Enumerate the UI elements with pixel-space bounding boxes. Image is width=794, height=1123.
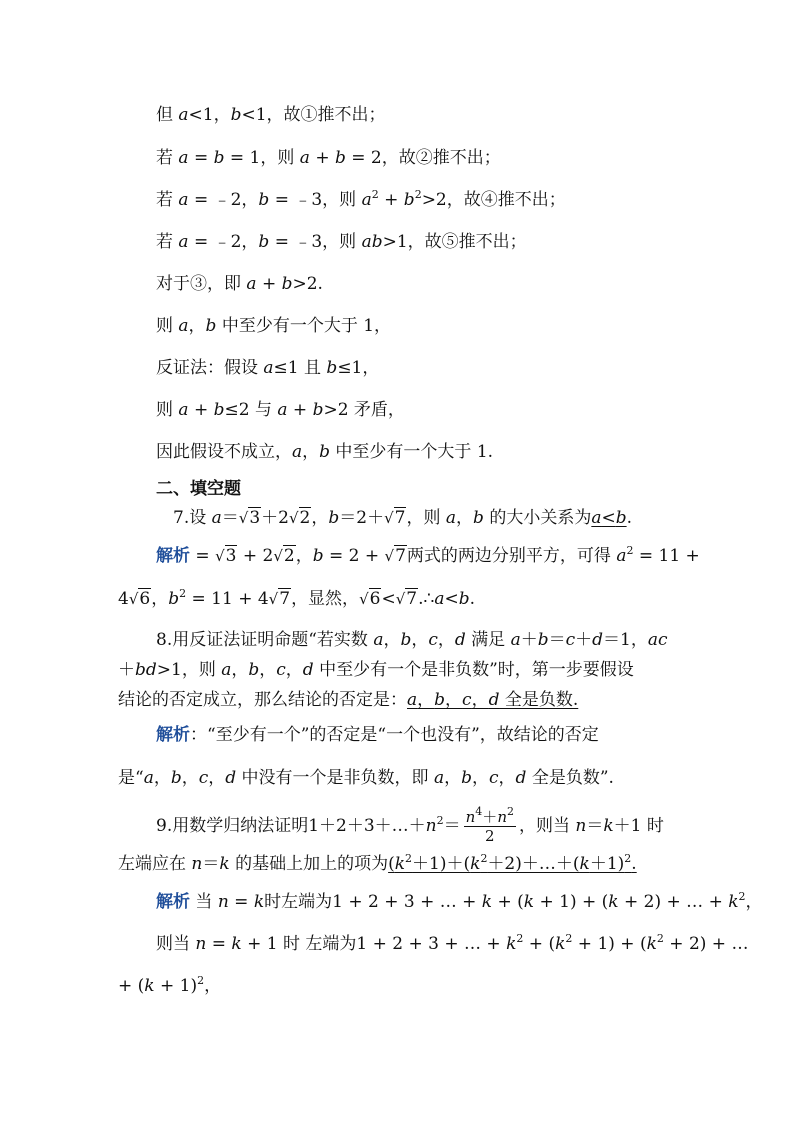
question-9-line-1: 9.用数学归纳法证明$1+2+3+\dots+n^2=$ $\frac{n^4+n^2}{2}$ ，则当 n＝k＋1 时	[156, 805, 664, 845]
text-line-4: 若 a = ﹣2，b = ﹣3，则 ab>1，故⑤推不出；	[156, 232, 527, 252]
q9-fraction: $\frac{n^4+n^2}{2}$	[465, 805, 514, 845]
text-line-2: 若 a = b = 1，则 a + b = 2，故②推不出；	[156, 148, 501, 168]
q8-analysis-line-1: 解析：“至少有一个”的否定是“一个也没有”，故结论的否定	[156, 725, 599, 745]
text-line-7: 反证法：假设 a≤1 且 b≤1，	[156, 358, 380, 378]
q8-analysis-line-2: 是“a，b，c，d 中没有一个是非负数，即 a，b，c，d 全是负数”.	[118, 768, 614, 788]
question-9-line-2: 左端应在 n＝k 的基础上加上的项为$(k^2+1)+(k^2+2)+\dots+(k+1)^2$.	[118, 852, 637, 874]
text-line-5: 对于③，即 a + b>2.	[156, 274, 323, 294]
question-8-line-2: ＋bd>1，则 a，b，c，d 中至少有一个是非负数”时，第一步要假设	[118, 660, 634, 680]
q9-analysis-label: 解析	[156, 892, 190, 912]
q8-analysis-label: 解析	[156, 725, 190, 745]
q7-analysis-line-1: 解析 = √3 + 2√2，b = 2 + √7两式的两边分别平方，可得 $a^2 = 11$ +	[156, 544, 700, 566]
q9-analysis-line-2: 则当 n = k + 1 时 左端为1 + 2 + 3 + … + $k^2 + (k^2 + 1) + (k^2 + 2)$ + …	[156, 932, 749, 954]
q9-analysis-line-3: + $(k + 1)^2$，	[118, 974, 222, 996]
q7-analysis-line-2: 4√6，$b^2 = 11 + 4√7$，显然，√6<√7.∴a<b.	[118, 587, 476, 609]
q8-answer: a，b，c，d 全是负数.	[407, 690, 579, 710]
q7-answer: a<b	[591, 508, 627, 528]
q7-analysis-label: 解析	[156, 546, 190, 566]
text-line-6: 则 a，b 中至少有一个大于 1，	[156, 316, 392, 336]
q9-analysis-line-1: 解析 当 n = k时左端为1 + 2 + 3 + … + k + (k + 1) + (k + 2) + … + $k^2$，	[156, 890, 763, 912]
question-8-line-3: 结论的否定成立，那么结论的否定是：a，b，c，d 全是负数.	[118, 690, 579, 710]
text-line-8: 则 a + b≤2 与 a + b>2 矛盾，	[156, 400, 405, 420]
text-line-1: 但 a<1，b<1，故①推不出；	[156, 105, 386, 125]
question-8-line-1: 8.用反证法证明命题“若实数 a，b，c，d 满足 a＋b＝c＋d＝1，ac	[156, 630, 668, 650]
q9-answer: $(k^2+1)+(k^2+2)+\dots+(k+1)^2$.	[388, 852, 637, 874]
text-line-3: 若 a = ﹣2，b = ﹣3，则 $a^2 + b^2>2$，故④推不出；	[156, 188, 566, 210]
section-title: 二、填空题	[156, 479, 241, 499]
text-line-9: 因此假设不成立，a，b 中至少有一个大于 1.	[156, 442, 494, 462]
question-7: 7.设 a＝√3＋2√2，b＝2＋√7，则 a，b 的大小关系为a<b.	[173, 508, 633, 528]
